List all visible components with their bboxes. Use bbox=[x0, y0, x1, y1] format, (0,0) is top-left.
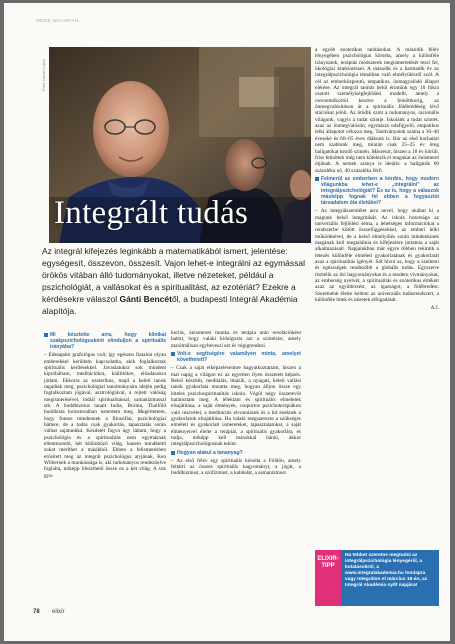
question-4: Felmerül az emberben a kérdés, hogy modern világunkba lehet-e „integrálni" az integrálpszichológiát? És az is, hogy a válaszok másképp fognak fel ebben a fogyasztói társadalom óta életüket? bbox=[315, 176, 439, 206]
elixir-tip-box bbox=[315, 550, 439, 606]
page-number: 78 bbox=[33, 609, 40, 615]
question-2: Volt-e segítségére valamilyen minta, amelyet követhetett? bbox=[171, 351, 301, 363]
answer-3: – Az első félév egy spirituális körséta a Földön, amely feltárti az összes spirituális hagyományt, a jógát, a buddhizmust, a szúfizmust, a kabbalát, a samanizmust bbox=[171, 457, 301, 477]
interviewee-name: Gánti Bencét bbox=[119, 294, 172, 305]
lead-text: Az integrál kifejezés leginkább a matematikából ismert, jelentése: egységesít, összevon, összesít. Vajon lehet-e integrálni az egymással örökös vitában álló tudományokat, illetve nézeteket, például a pszichológiát, a vallásokat és a spiritualitást, az ezotériát? Ezekre a kérdésekre válaszol bbox=[42, 246, 306, 305]
question-bullet-icon bbox=[315, 177, 319, 181]
question-1: Mi késztette arra, hogy klinikai szakpszichológusként elinduljon a spirituális irányába? bbox=[44, 332, 166, 350]
answer-3-continued: a egyéb ezoterikus tanításokat. A második félév lényegében pszichológiai körséta, amely a különféle irányzatok, terápiás módszerek megismertetését teszi fel, ökológiai kitekintéssel. A második és a harmadik év az integrálpszichológia témáiban való elmélyülésről szól. A cél az emberközpontú, empatikus, önmagyalódó állapot elérése. Az integrál tanítás belül érintünk egy 10 fókra osztott személyiségfejlődési modellt, amely a csecsemőkortól kezdve a felnőttkorig, az önmegvalósításon át a spirituális fölébredéség lévő stációkat jelöli. Az ötödik szint a tudományos, racionális világunk, vagyis a tudat szintje. Iskolánk a tudat szintet, azaz az önmegvalósító, egymásra odafigyelő, empatikus lelki állapotot célozza meg. Tanítványaink száma a 30–40 éveseké és 60–65 éves diákunk is. Bár az első korhatárt nem szabtunk meg, miután csak 25–25 év öreg hallgatókat kezdő szintén. Másrészt, hiszen a 18 év körüli, friss felnőttek még nem kötelezik el magukat az önismeret útjának. A nemek aránya is ideális: a hallgatók 60 százaléka nő, 40 százaléka férfi. bbox=[315, 47, 439, 174]
column-2 bbox=[171, 330, 301, 602]
magazine-page bbox=[4, 3, 450, 641]
column-1 bbox=[44, 330, 166, 602]
question-bullet-icon bbox=[171, 352, 175, 356]
answer-1-continued: korlás, önismereti munka és terápia után revelációként hatott, hogy valaki kidolgozta azt a szintézist, amely maximálisan egybeveszi ezt és végigrendezi. bbox=[171, 330, 301, 349]
photo-credit: Fotó: Hauer Lajos bbox=[41, 59, 46, 91]
question-3: Hogyan alakul a tananyag? bbox=[171, 450, 301, 456]
elixir-tip-badge: ELIXIR-TIPP bbox=[315, 550, 341, 606]
answer-4: – Az integrálszemlélet arra nevel, hogy ukáltat ki a magunk belső integritását. Az iskola botorsága az univerzális fejlődési séma, a lehetséges információkat a rendszerbe kötött összefüggésekkel, az emberi lelki működésével, de a belső elmélyülés során mindenkinek magának kell megtalálnia és kifejezésre juttatnia a saját alkalmazásait. Napjainkban már egyre többen tekintik a létezés különféle elméleti gyakorlatának és gyakorlatát azaz a spiritualitás igényét. Sőt hívni az, hogy a szellemi és egészségek rendezőbb a globális tudás. Egyszerre tisztelik az ősi hagyományokat és a modern vívmányokat, az emberség nyelvét, a spiritualitás és ezoterikus értékeit azaz az együttérzést, az igazságot, a fölébredést. Szeretnénk életre kelteni az univerzális tudásrendszert, a különféle hitek és nézetek elfogadását. bbox=[315, 208, 439, 304]
question-bullet-icon bbox=[171, 451, 175, 455]
article-headline: Integrált tudás bbox=[54, 195, 249, 231]
section-label: MEGE WCAMPAH bbox=[36, 18, 79, 23]
magazine-name: elixír bbox=[52, 609, 65, 615]
answer-2: – Csak a saját elképzeléseimre hagyatkoztattam, hiszen a mai napig a világon ez az egyetlen ilyen összetett képzés. Belső készítés, meditálás, imázik, a nyugati, keleti vallási tanok gyakorlata mutatta meg, hogyan álljon össze egy hiteles pszichospiritualitás iskola. Végül négy összetevőt határoztam meg. A lélektani és spirituális elméletek elsajátítása, a saját élmények, csoportos pszichoterápiákon való részvétel, a meditációs elvonulások és a hit ezeknek a gyakorlatok elsajátítása. Ha valaki megszerezte a szükséges elméleti és gyakorlati ismereteket, tapasztalatokat, a saját élményeivel élelte a terápiát, a spirituális gyakorlást, és tudja, miképp kell másokkal bánni, akkor integrálpszichológusnak tekint. bbox=[171, 365, 301, 448]
elixir-tip-text: Ha többet szeretne megtudni az integrálpszichológia lényegéről, a kutatásokról, a www.integralakademia.hu honlapra vagy Integrálon el március 18-án, az Integrál Akadémia nyílt napjára! bbox=[345, 553, 428, 588]
lead-tail: ől, a budapesti Integrál Akadémia alapítója. bbox=[42, 294, 298, 317]
question-bullet-icon bbox=[44, 333, 48, 337]
author-signature: A.J. bbox=[430, 305, 439, 311]
column-3 bbox=[315, 47, 439, 547]
lead-paragraph bbox=[42, 245, 310, 318]
answer-1: – Édesapám grafológus volt, így egészen fiatalon olyan emberekkel kerültem kapcsolatba, akik foglalkoztak spirituális kérdésekkel. Javaslatukra sok mindent kipróbáltam, meditációkra, kiállítókre, előadásokra jártam. Ekkorra az ezoterikus, majd a keleti tanok ragadtak meg, pszichológiai tanulmányaim idején pedig foglalkoztam jógával, asztrológiával, a rejtett valóság megismerésével, indiái spiritualitással, samanizmussal stb. A buddhizmus tanait India, Burma, Thaiföld buddhista kolostoraiban ismertem meg. Megértettem, hogy fontos mindennek a filozófiai, pszichológiai háttere, de a tudás csak gyakorlás, tapasztalás során válhat sajátunkká. Kezdetét fogva úgy láttam, hogy a pszichológia és a spiritualitás nem egymásnak ellentmondó, két különböző világ, hanem mindkettő sokat meríthet a másikból. Ebben a felismerésben erősített meg az integrál pszichológus atyjának, Ken Wilbernek a munkássága is, aki tudományos rendezőelve foglalta, miképp illeszthető össze ez a két világ. A sok gya- bbox=[44, 352, 166, 479]
